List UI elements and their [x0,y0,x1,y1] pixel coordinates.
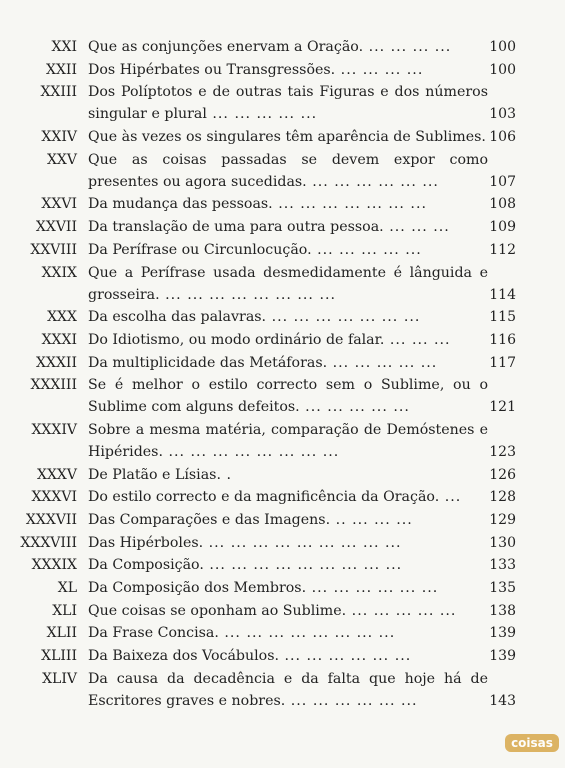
toc-entry [0,419,565,463]
chapter-title: Da mudança das pessoas. ... ... ... ... ... ... ... [88,196,427,213]
chapter-number: XLIV [42,670,77,687]
chapter-number: XXVIII [30,241,77,258]
chapter-number: XXV [46,151,77,168]
page-number: 139 [489,648,516,665]
chapter-number: XXXIX [31,557,77,574]
chapter-title: Da multiplicidade das Metáforas. ... ... ... ... ... [88,354,438,371]
page-number: 112 [489,241,516,258]
chapter-number: XXXVII [25,512,77,528]
chapter-number: XXX [47,309,77,326]
chapter-number: XXXIII [30,377,77,394]
chapter-title: Da Composição. ... ... ... ... ... ... ... ... ... [88,557,403,574]
chapter-title: Da causa da decadência e da falta que hoje há de Escritores graves e nobres. ... ... ... ... ... ... [88,670,488,709]
page-number: 133 [489,557,516,574]
page-number: 135 [489,580,516,597]
toc-entry [0,306,565,328]
toc-entry [0,126,565,148]
chapter-number: XXVII [35,219,77,236]
chapter-number: XL [57,580,77,597]
chapter-title: Da Perífrase ou Circunlocução. ... ... ... ... ... [88,241,422,258]
page-number: 143 [489,692,516,709]
chapter-number: XXI [51,39,77,55]
chapter-title: Que às vezes os singulares têm aparência de Sublimes. [88,129,486,146]
toc-entry [0,193,565,215]
toc-entry [0,509,565,531]
chapter-number: XXIV [41,129,77,146]
page-number: 121 [489,399,516,416]
toc-entry [0,216,565,238]
table-of-contents [0,36,565,713]
chapter-title: Da Composição dos Membros. ... ... ... ... ... ... [88,580,439,597]
page-number: 128 [489,489,516,506]
chapter-title: Se é melhor o estilo correcto sem o Sublime, ou o Sublime com alguns defeitos. ... ... ... ... ... [88,377,488,416]
page-number: 100 [489,61,516,78]
page-number: 138 [489,602,516,619]
toc-entry [0,36,565,58]
toc-entry [0,486,565,508]
chapter-number: XXXVIII [20,534,77,551]
toc-entry [0,622,565,644]
toc-entry [0,554,565,576]
page-number: 116 [489,331,516,348]
chapter-title: Que coisas se oponham ao Sublime. ... ... ... ... ... [88,602,457,619]
chapter-number: XXIX [41,264,77,281]
chapter-title: Que as coisas passadas se devem expor como presentes ou agora sucedidas. ... ... ... ... ... ... [88,151,488,190]
page-number: 100 [489,39,516,55]
chapter-title: Da Frase Concisa. ... ... ... ... ... ... ... ... [88,625,396,642]
page-number: 108 [489,196,516,213]
chapter-title: Dos Hipérbates ou Transgressões. ... ... ... ... [88,61,424,78]
chapter-title: Do Idiotismo, ou modo ordinário de falar. ... ... ... [88,331,451,348]
toc-entry [0,262,565,306]
chapter-number: XXXII [36,354,77,371]
chapter-title: Da Baixeza dos Vocábulos. ... ... ... ... ... ... [88,648,412,665]
toc-entry [0,59,565,81]
toc-entry [0,577,565,599]
page-number: 139 [489,625,516,642]
toc-entry [0,464,565,486]
toc-entry [0,81,565,125]
chapter-number: XXIII [40,84,77,101]
chapter-title: Sobre a mesma matéria, comparação de Demóstenes e Hipérides. ... ... ... ... ... ... ... ... [88,421,488,460]
page-number: 126 [489,466,516,483]
chapter-title: Que as conjunções enervam a Oração. ... ... ... ... [88,39,452,55]
toc-entry [0,352,565,374]
chapter-title: Da translação de uma para outra pessoa. ... ... ... [88,219,450,236]
chapter-number: XXXI [41,331,77,348]
chapter-number: XLIII [41,648,77,665]
chapter-number: XXXVI [31,489,77,506]
watermark-logo: coisas [505,734,559,752]
page-number: 115 [489,309,516,326]
page-number: 117 [489,354,516,371]
chapter-title: Do estilo correcto e da magnificência da Oração. ... [88,489,462,506]
toc-entry [0,600,565,622]
chapter-title: Das Hipérboles. ... ... ... ... ... ... ... ... ... [88,534,402,551]
chapter-title: Que a Perífrase usada desmedidamente é lânguida e grosseira. ... ... ... ... ... ... ... ... [88,264,488,303]
toc-entry [0,149,565,193]
chapter-title: De Platão e Lísias. . [88,466,232,483]
chapter-number: XXVI [41,196,77,213]
toc-entry [0,668,565,712]
chapter-title: Da escolha das palavras. ... ... ... ... ... ... ... [88,309,421,326]
page-number: 114 [489,286,516,303]
toc-entry [0,374,565,418]
page-number: 109 [489,219,516,236]
page-number: 129 [489,512,516,528]
page-number: 103 [489,106,516,123]
toc-entry [0,645,565,667]
toc-entry [0,329,565,351]
toc-entry [0,532,565,554]
chapter-number: XXXV [36,466,77,483]
page-number: 130 [489,534,516,551]
chapter-number: XXXIV [31,421,77,438]
page-number: 106 [489,129,516,146]
toc-entry [0,239,565,261]
page-number: 107 [489,173,516,190]
chapter-number: XXII [46,61,77,78]
chapter-number: XLII [46,625,77,642]
chapter-title: Dos Políptotos e de outras tais Figuras e dos números singular e plural ... ... ... ... ... [88,84,488,123]
chapter-number: XLI [52,602,77,619]
chapter-title: Das Comparações e das Imagens. .. ... ... ... [88,512,413,528]
page-number: 123 [489,443,516,460]
